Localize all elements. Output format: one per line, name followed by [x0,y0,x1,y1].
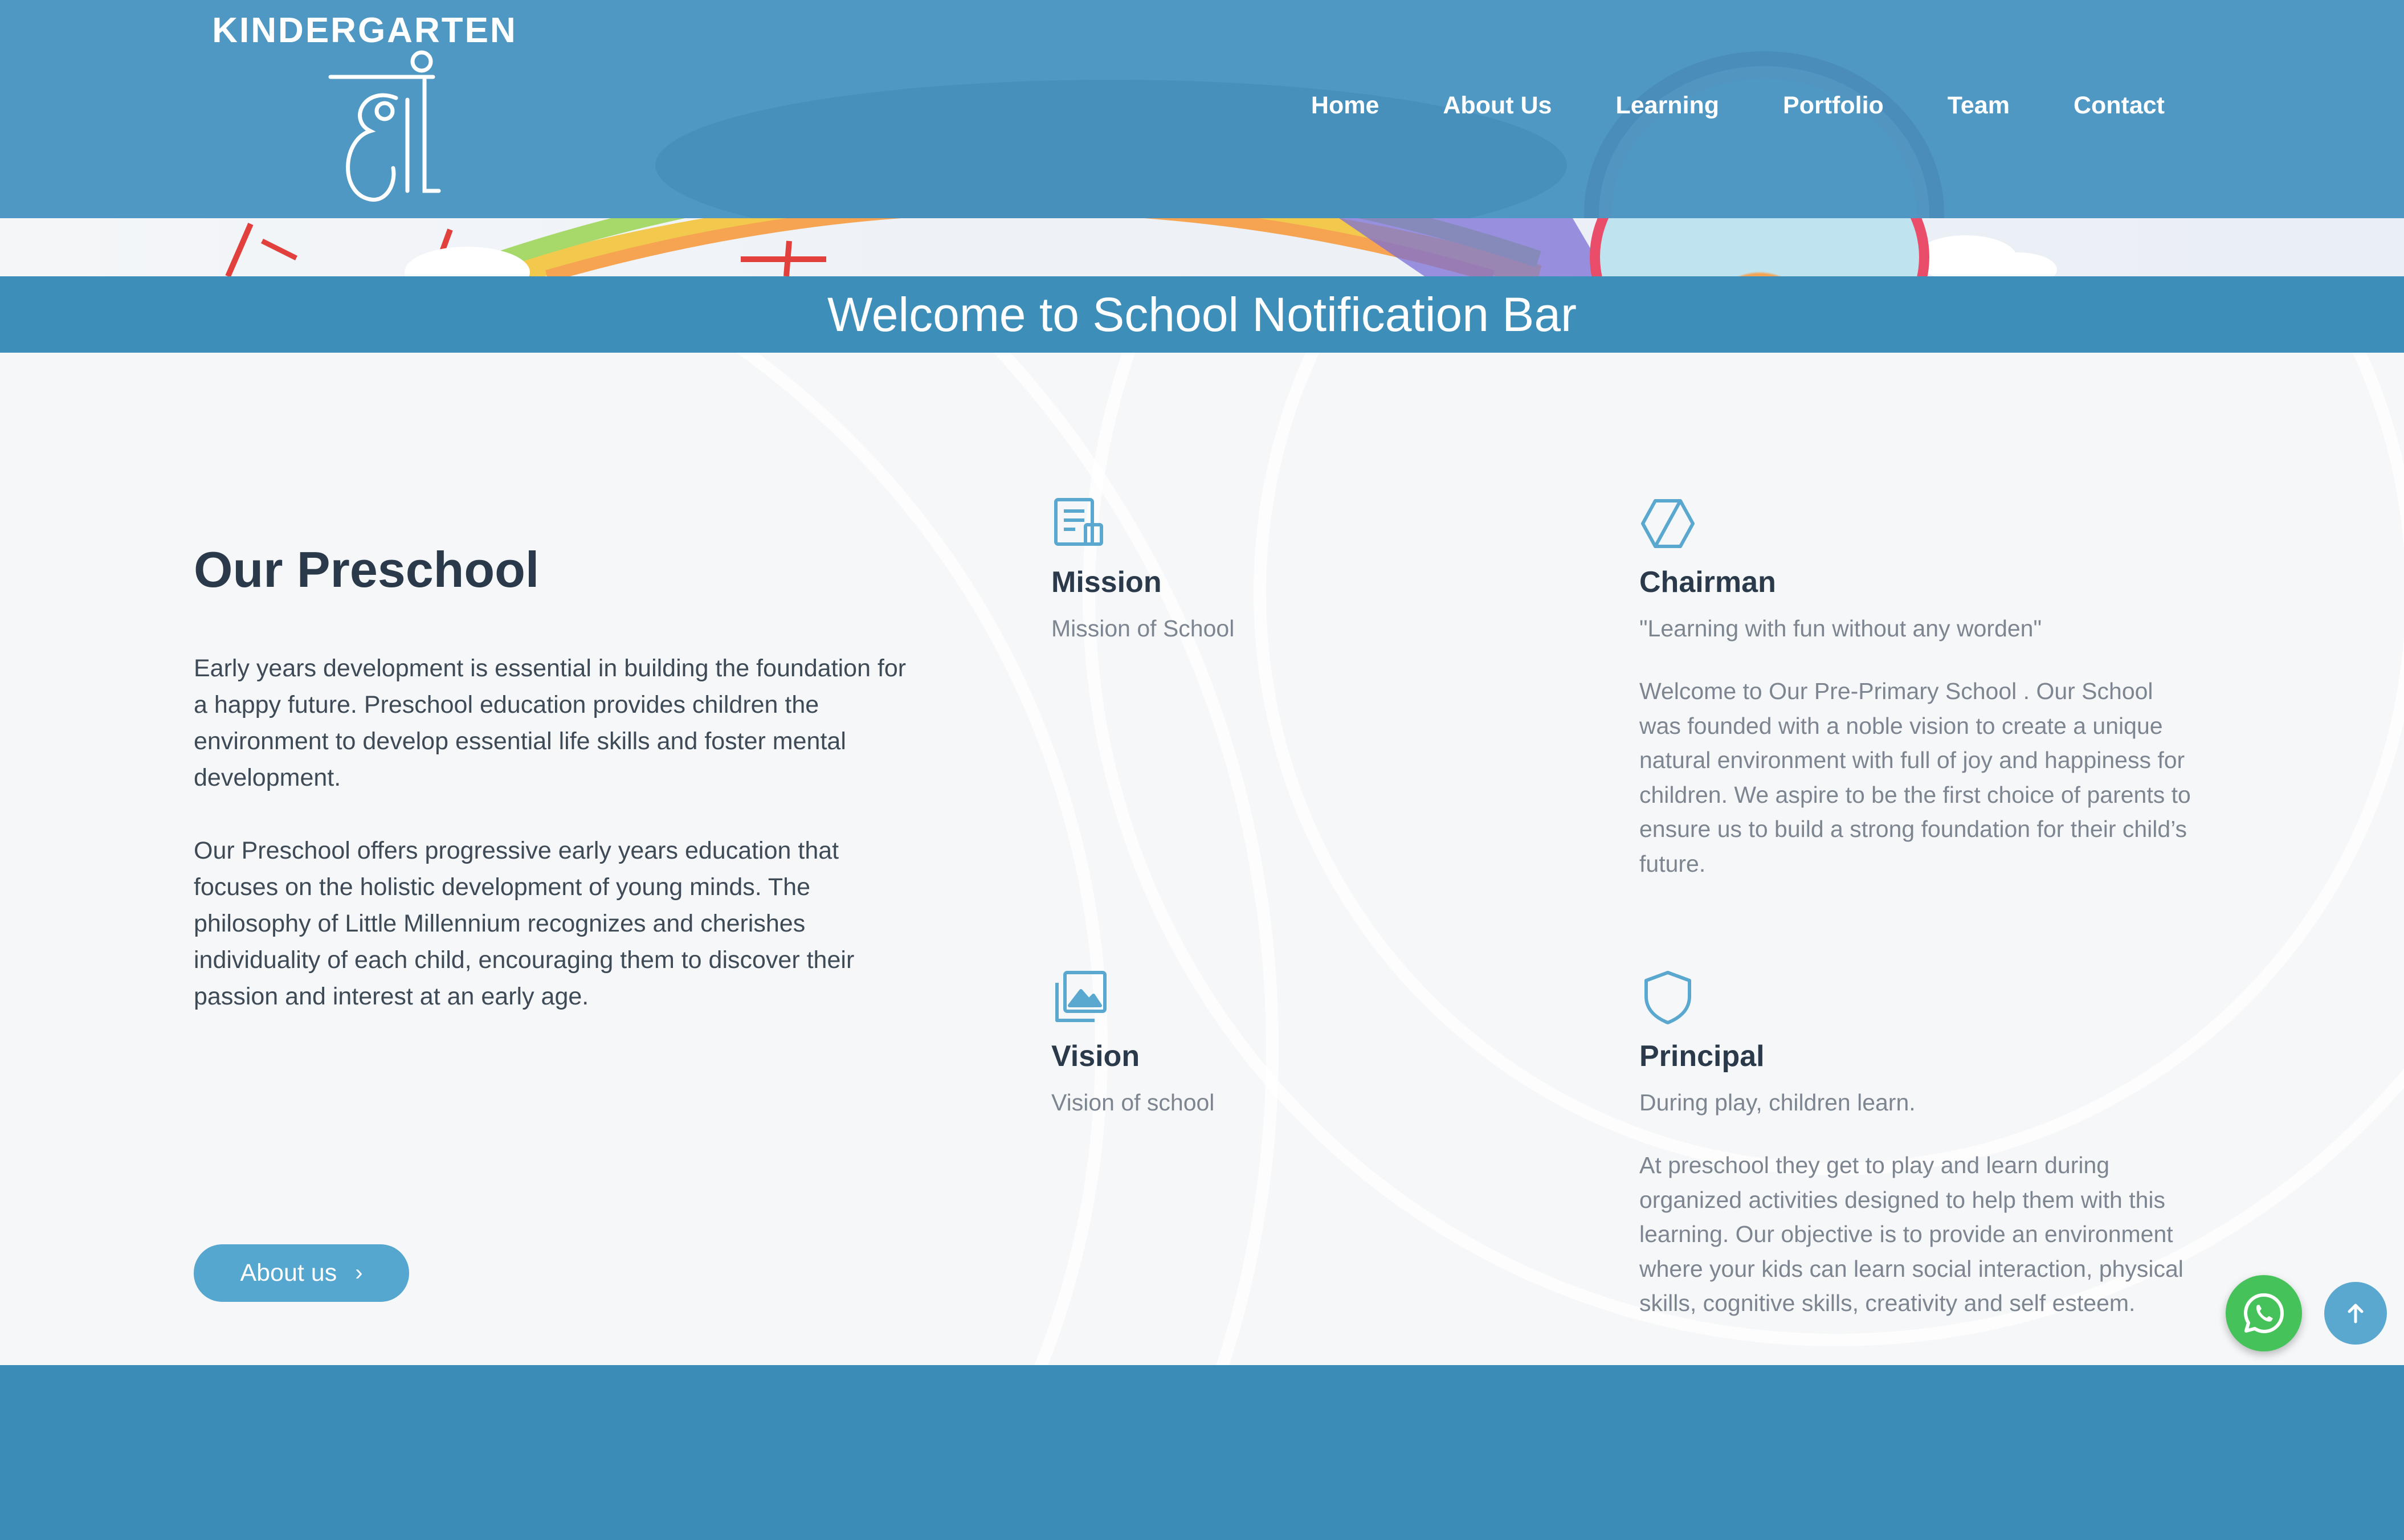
nav-learning[interactable]: Learning [1615,91,1720,119]
nav-team[interactable]: Team [1947,91,2010,119]
main-nav [1247,88,2165,122]
hero-banner-strip [0,218,2404,276]
principal-title: Principal [1639,1040,1765,1073]
about-paragraph-2: Our Preschool offers progressive early years education that focuses on the holistic development of young minds. The philosophy of Little Millennium recognizes and cherishes individuality of each child, encouraging them to discover their passion and interest at an early age. [194,837,855,1010]
principal-feature [1639,969,2201,1321]
vision-feature [1051,969,1621,1116]
mission-feature [1051,495,1621,642]
site-header [0,0,2404,218]
chevron-right-icon: › [355,1260,363,1285]
chairman-body: Welcome to Our Pre-Primary School . Our School was founded with a noble vision to create a unique natural environment with full of joy and happiness for children. We aspire to be the first choice of parents to ensure us to build a strong foundation for their child’s future. [1639,678,2191,877]
vision-subtitle: Vision of school [1051,1089,1215,1116]
whatsapp-button[interactable] [2226,1275,2302,1351]
chairman-feature [1639,495,2201,881]
notification-bar [0,276,2404,353]
about-title: Our Preschool [194,541,540,598]
chairman-title: Chairman [1639,566,1776,599]
mission-subtitle: Mission of School [1051,615,1235,642]
logo-mark-icon [279,46,450,211]
hexagon-icon [1639,495,1696,552]
logo-text: KINDERGARTEN [212,11,517,50]
nav-home[interactable]: Home [1311,91,1379,119]
main-content [0,353,2404,1365]
nav-contact[interactable]: Contact [2073,91,2165,119]
site-logo[interactable] [211,10,519,198]
nav-about-us[interactable]: About Us [1443,91,1552,119]
mission-title: Mission [1051,566,1162,599]
about-paragraph-1: Early years development is essential in building the foundation for a happy future. Preschool education provides children the environment to develop essential life skills and foster mental development. [194,655,907,791]
scroll-to-top-button[interactable] [2324,1282,2387,1345]
about-us-button[interactable] [194,1244,409,1302]
principal-body: At preschool they get to play and learn during organized activities designed to help them with this learning. Our objective is to provide an environment where your kids can learn social interaction, physical skills, cognitive skills, creativity and self esteem. [1639,1152,2183,1316]
vision-title: Vision [1051,1040,1140,1073]
sun-illustration [1590,218,1929,276]
arrow-up-icon [2341,1299,2370,1327]
whatsapp-icon [2241,1290,2287,1336]
banner-illustration [0,218,2404,276]
principal-subtitle: During play, children learn. [1639,1089,1916,1116]
site-footer [0,1365,2404,1540]
about-section [194,541,923,1286]
shield-icon [1639,969,1696,1026]
chairman-subtitle: "Learning with fun without any worden" [1639,615,2042,642]
nav-portfolio[interactable]: Portfolio [1783,91,1884,119]
about-us-button-label: About us [240,1259,337,1286]
header-circle-decoration [1584,51,1944,218]
document-icon [1051,495,1108,552]
notification-text: Welcome to School Notification Bar [827,287,1577,341]
image-gallery-icon [1051,969,1108,1026]
